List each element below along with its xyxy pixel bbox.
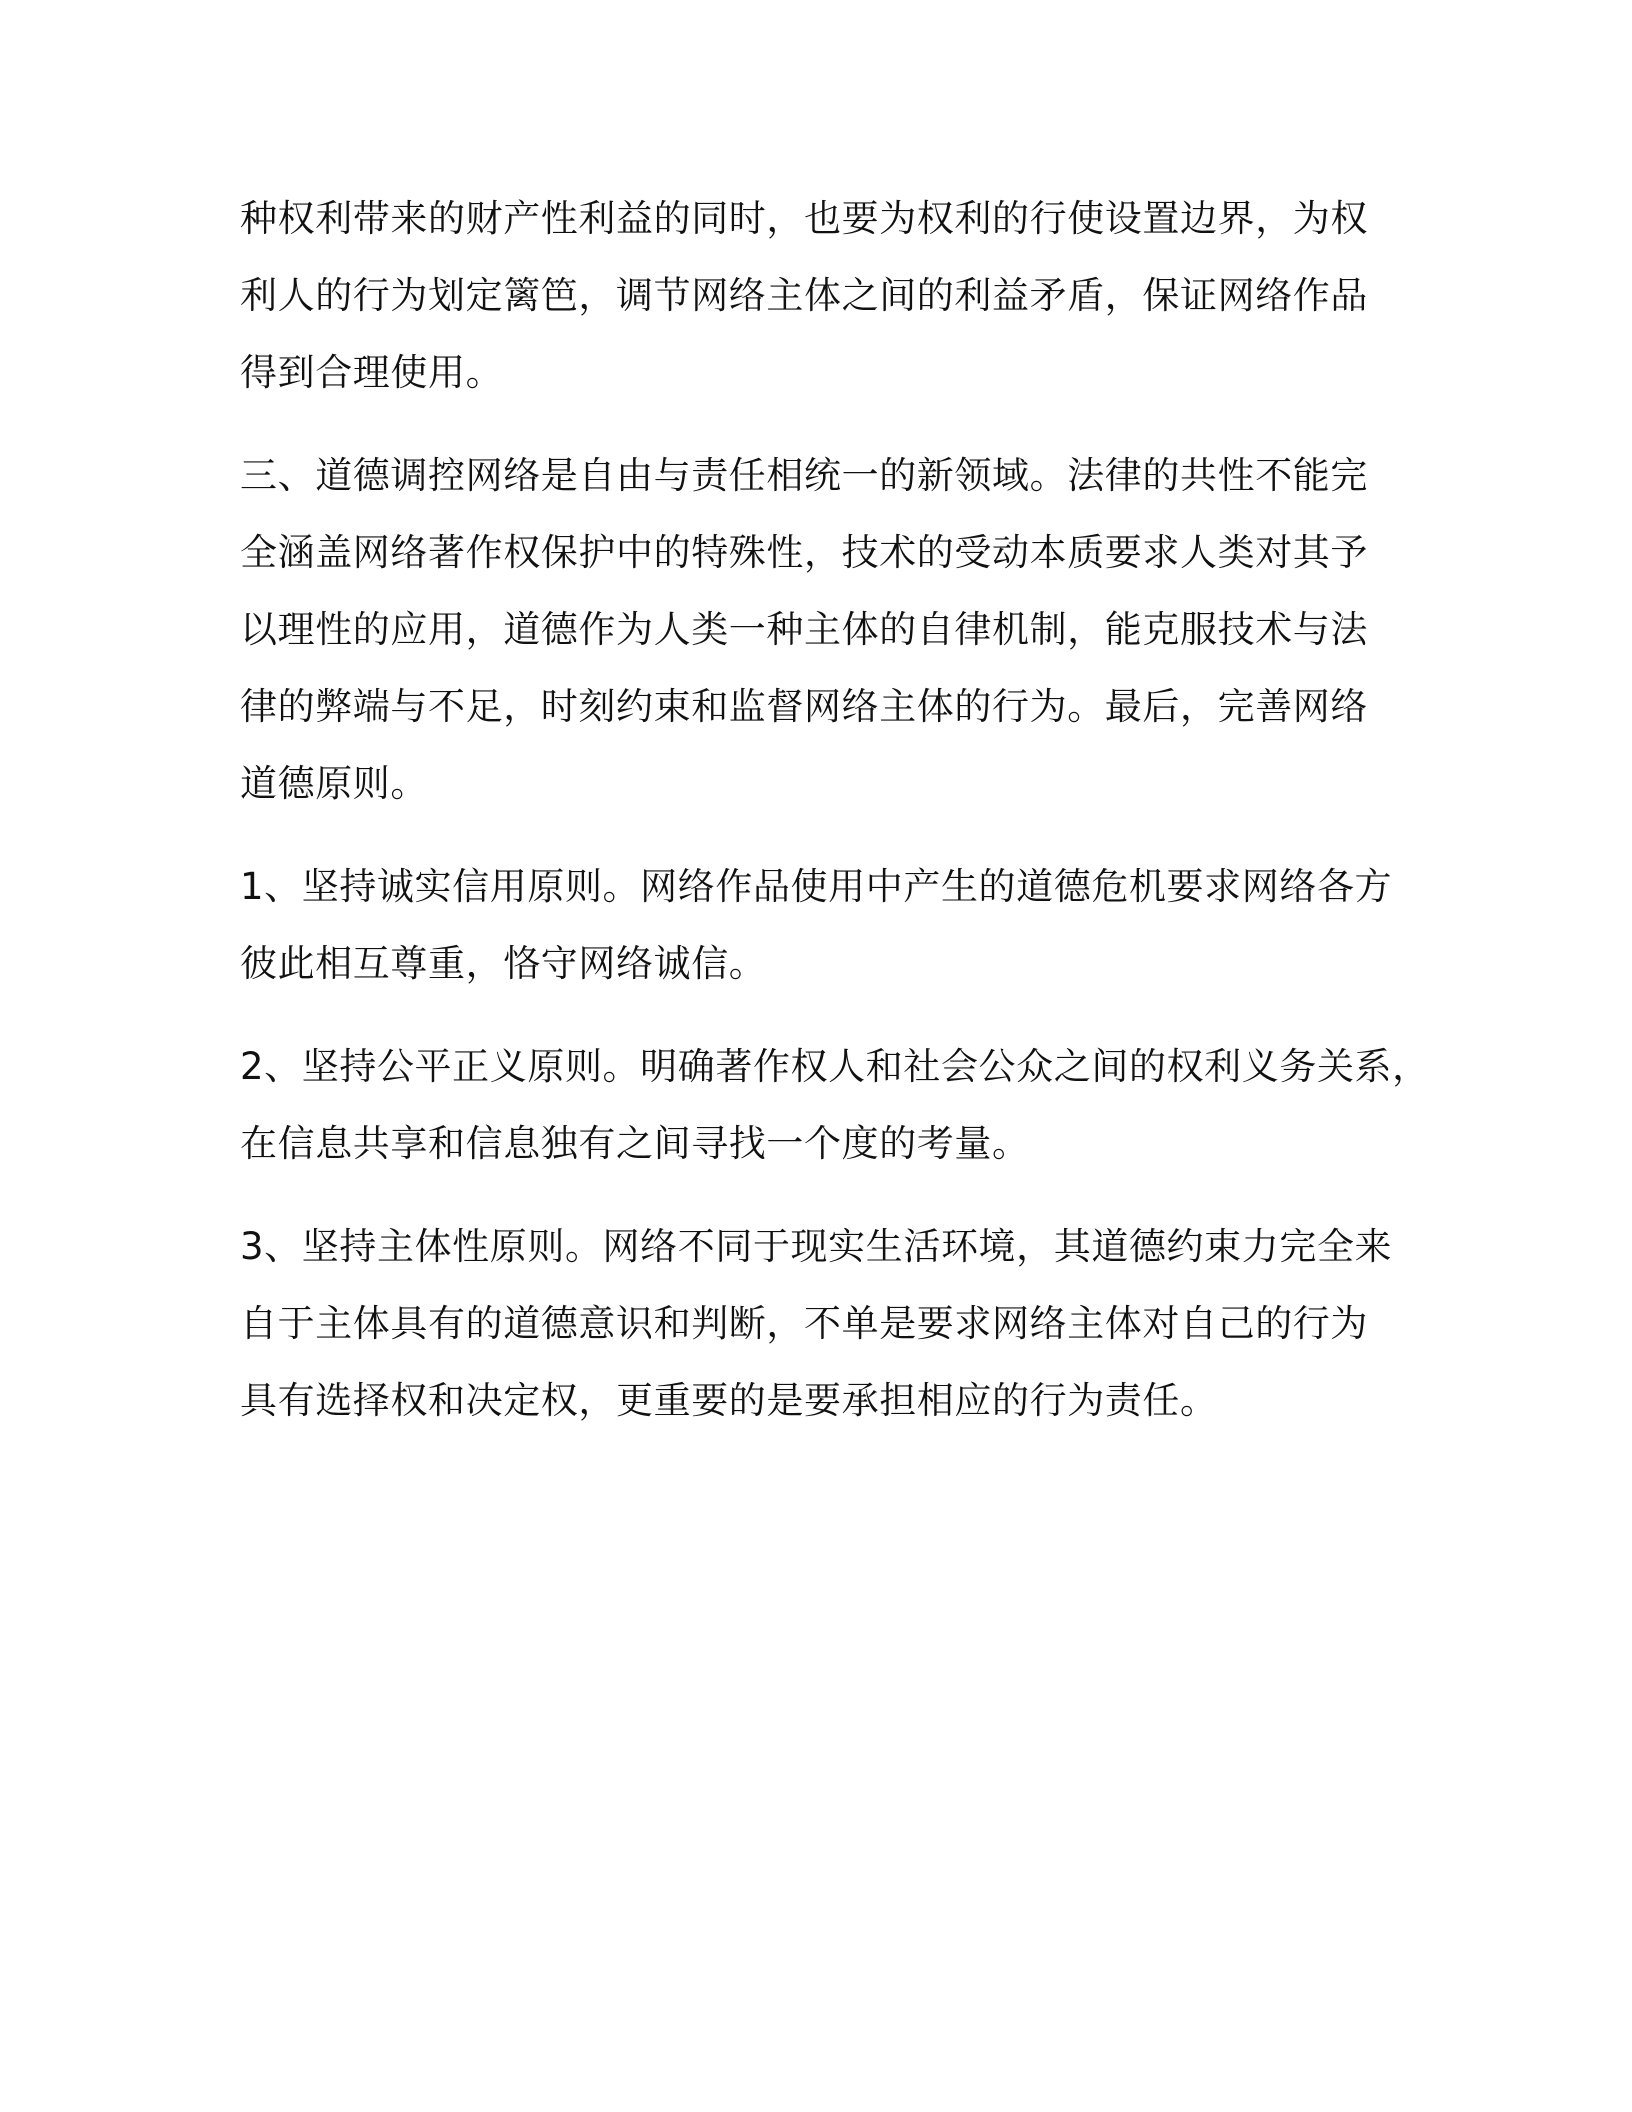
text-line: 以理性的应用，道德作为人类一种主体的自律机制，能克服技术与法 [240,608,1368,651]
text-line: 自于主体具有的道德意识和判断，不单是要求网络主体对自己的行为 [240,1302,1368,1345]
text-line: 律的弊端与不足，时刻约束和监督网络主体的行为。最后，完善网络 [240,685,1368,728]
text-line: 彼此相互尊重，恪守网络诚信。 [240,942,767,985]
text-line: 3、坚持主体性原则。网络不同于现实生活环境，其道德约束力完全来 [240,1225,1393,1268]
text-line: 2、坚持公平正义原则。明确著作权人和社会公众之间的权利义务关系， [240,1045,1430,1088]
text-line: 1、坚持诚实信用原则。网络作品使用中产生的道德危机要求网络各方 [240,865,1393,908]
text-line: 道德原则。 [240,762,428,805]
text-line: 利人的行为划定篱笆，调节网络主体之间的利益矛盾，保证网络作品 [240,274,1368,317]
text-line: 三、道德调控网络是自由与责任相统一的新领域。法律的共性不能完 [240,454,1368,497]
text-line: 得到合理使用。 [240,351,504,394]
text-line: 在信息共享和信息独有之间寻找一个度的考量。 [240,1122,1030,1165]
text-line: 种权利带来的财产性利益的同时，也要为权利的行使设置边界，为权 [240,197,1368,240]
text-line: 全涵盖网络著作权保护中的特殊性，技术的受动本质要求人类对其予 [240,531,1368,574]
text-line: 具有选择权和决定权，更重要的是要承担相应的行为责任。 [240,1379,1218,1422]
